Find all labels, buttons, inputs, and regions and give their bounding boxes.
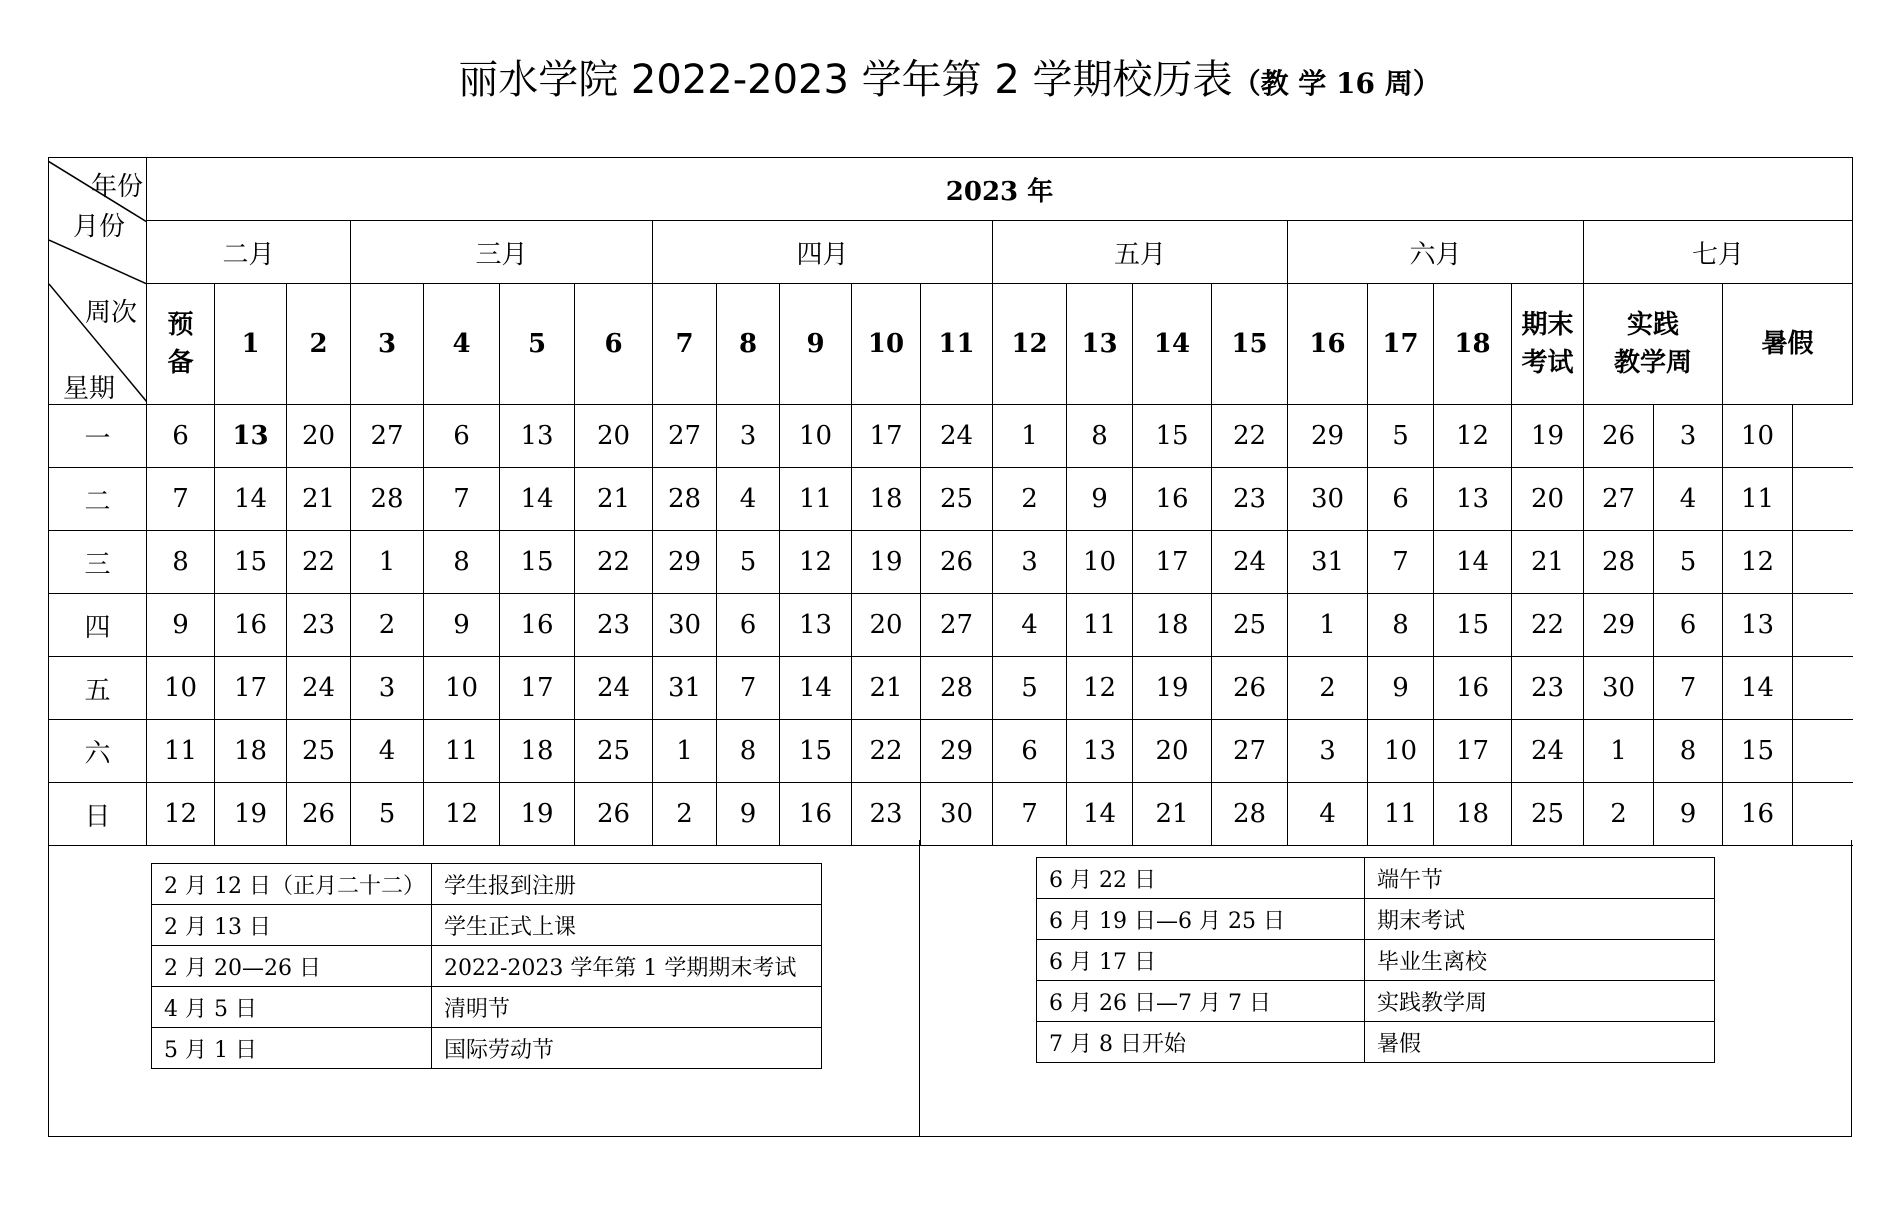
date-cell: 16 (1434, 657, 1512, 720)
week-header-13: 13 (1067, 284, 1133, 405)
event-row (152, 987, 822, 1028)
date-cell: 7 (993, 783, 1067, 846)
weekday-label: 二 (49, 468, 147, 531)
date-cell: 14 (1067, 783, 1133, 846)
date-cell: 13 (1723, 594, 1793, 657)
date-cell: 22 (852, 720, 921, 783)
event-date: 2 月 12 日（正月二十二） (152, 864, 432, 905)
date-cell: 10 (424, 657, 500, 720)
table-row (49, 405, 1853, 468)
year-header: 2023 年 (147, 158, 1853, 221)
date-cell: 24 (1212, 531, 1288, 594)
date-cell: 29 (653, 531, 717, 594)
date-cell: 18 (852, 468, 921, 531)
date-cell: 22 (1212, 405, 1288, 468)
date-cell: 17 (1434, 720, 1512, 783)
empty-cell (1793, 531, 1853, 594)
date-cell: 27 (1584, 468, 1654, 531)
prep-line-2: 备 (167, 348, 194, 378)
date-cell: 19 (215, 783, 287, 846)
date-cell: 28 (1584, 531, 1654, 594)
date-cell: 22 (575, 531, 653, 594)
empty-cell (1793, 657, 1853, 720)
month-header-apr: 四月 (653, 221, 993, 284)
date-cell: 31 (653, 657, 717, 720)
week-header-8: 8 (717, 284, 780, 405)
exam-line-2: 考试 (1521, 348, 1574, 378)
date-cell: 26 (921, 531, 993, 594)
date-cell: 30 (1584, 657, 1654, 720)
table-corner-header (49, 158, 147, 405)
date-cell: 21 (575, 468, 653, 531)
empty-cell (1793, 405, 1853, 468)
exam-line-1: 期末 (1521, 310, 1574, 340)
month-header-jul: 七月 (1584, 221, 1853, 284)
date-cell: 19 (500, 783, 575, 846)
date-cell: 4 (1288, 783, 1368, 846)
date-cell: 1 (993, 405, 1067, 468)
date-cell: 12 (780, 531, 852, 594)
date-cell: 10 (1368, 720, 1434, 783)
date-cell: 7 (1654, 657, 1723, 720)
week-header-vacation: 暑假 (1723, 284, 1853, 405)
date-cell: 30 (921, 783, 993, 846)
weekday-label: 五 (49, 657, 147, 720)
date-cell: 15 (1434, 594, 1512, 657)
date-cell: 13 (780, 594, 852, 657)
events-table-right (1036, 857, 1715, 1063)
date-cell: 13 (500, 405, 575, 468)
date-cell: 19 (1512, 405, 1584, 468)
week-header-prep (147, 284, 215, 405)
event-description: 国际劳动节 (432, 1028, 822, 1069)
date-cell: 23 (1212, 468, 1288, 531)
table-row (49, 468, 1853, 531)
date-cell: 23 (852, 783, 921, 846)
empty-cell (1793, 468, 1853, 531)
date-cell: 20 (1512, 468, 1584, 531)
page-title (0, 52, 1899, 112)
week-header-16: 16 (1288, 284, 1368, 405)
date-cell: 2 (1584, 783, 1654, 846)
date-cell: 4 (1654, 468, 1723, 531)
date-cell: 10 (1723, 405, 1793, 468)
empty-cell (1793, 594, 1853, 657)
date-cell: 21 (1133, 783, 1212, 846)
date-cell: 24 (921, 405, 993, 468)
event-date: 6 月 26 日—7 月 7 日 (1037, 981, 1365, 1022)
date-cell: 5 (351, 783, 424, 846)
date-cell: 11 (147, 720, 215, 783)
date-cell: 7 (424, 468, 500, 531)
week-header-18: 18 (1434, 284, 1512, 405)
event-description: 学生报到注册 (432, 864, 822, 905)
month-header-mar: 三月 (351, 221, 653, 284)
date-cell: 9 (424, 594, 500, 657)
week-header-6: 6 (575, 284, 653, 405)
date-cell: 26 (287, 783, 351, 846)
date-cell: 12 (147, 783, 215, 846)
date-cell: 20 (287, 405, 351, 468)
date-cell: 21 (287, 468, 351, 531)
events-table-left (151, 863, 822, 1069)
date-cell: 14 (1434, 531, 1512, 594)
date-cell: 28 (1212, 783, 1288, 846)
date-cell: 15 (500, 531, 575, 594)
date-cell: 24 (287, 657, 351, 720)
event-date: 7 月 8 日开始 (1037, 1022, 1365, 1063)
date-cell: 8 (1654, 720, 1723, 783)
date-cell: 14 (780, 657, 852, 720)
table-row (49, 720, 1853, 783)
date-cell: 8 (1067, 405, 1133, 468)
week-header-14: 14 (1133, 284, 1212, 405)
date-cell: 14 (1723, 657, 1793, 720)
date-cell: 20 (575, 405, 653, 468)
date-cell: 22 (1512, 594, 1584, 657)
date-cell: 13 (215, 405, 287, 468)
date-cell: 23 (575, 594, 653, 657)
date-cell: 22 (287, 531, 351, 594)
date-cell: 2 (351, 594, 424, 657)
date-cell: 16 (1723, 783, 1793, 846)
date-cell: 29 (1584, 594, 1654, 657)
corner-weekday-label: 星期 (63, 374, 116, 404)
date-cell: 25 (921, 468, 993, 531)
date-cell: 11 (1368, 783, 1434, 846)
date-cell: 8 (424, 531, 500, 594)
event-date: 6 月 22 日 (1037, 858, 1365, 899)
corner-month-label: 月份 (73, 212, 126, 242)
date-cell: 21 (852, 657, 921, 720)
date-cell: 30 (653, 594, 717, 657)
date-cell: 21 (1512, 531, 1584, 594)
date-cell: 6 (147, 405, 215, 468)
week-header-11: 11 (921, 284, 993, 405)
week-header-practice (1584, 284, 1723, 405)
date-cell: 6 (993, 720, 1067, 783)
corner-year-label: 年份 (91, 172, 144, 202)
date-cell: 12 (1723, 531, 1793, 594)
event-row (1037, 940, 1715, 981)
date-cell: 2 (1288, 657, 1368, 720)
date-cell: 18 (1434, 783, 1512, 846)
date-cell: 10 (780, 405, 852, 468)
date-cell: 17 (500, 657, 575, 720)
empty-cell (1793, 783, 1853, 846)
date-cell: 25 (1512, 783, 1584, 846)
date-cell: 6 (424, 405, 500, 468)
date-cell: 16 (500, 594, 575, 657)
event-row (152, 1028, 822, 1069)
practice-line-1: 实践 (1626, 310, 1679, 340)
event-description: 期末考试 (1365, 899, 1715, 940)
event-description: 实践教学周 (1365, 981, 1715, 1022)
date-cell: 15 (215, 531, 287, 594)
date-cell: 11 (780, 468, 852, 531)
event-description: 端午节 (1365, 858, 1715, 899)
date-cell: 10 (1067, 531, 1133, 594)
date-cell: 16 (780, 783, 852, 846)
date-cell: 25 (1212, 594, 1288, 657)
event-date: 5 月 1 日 (152, 1028, 432, 1069)
date-cell: 3 (717, 405, 780, 468)
date-cell: 15 (1723, 720, 1793, 783)
week-header-final-exam (1512, 284, 1584, 405)
prep-line-1: 预 (167, 310, 194, 340)
date-cell: 25 (575, 720, 653, 783)
weekday-label: 日 (49, 783, 147, 846)
date-cell: 13 (1067, 720, 1133, 783)
table-row (49, 657, 1853, 720)
event-description: 暑假 (1365, 1022, 1715, 1063)
date-cell: 26 (575, 783, 653, 846)
date-cell: 11 (424, 720, 500, 783)
month-header-feb: 二月 (147, 221, 351, 284)
event-description: 清明节 (432, 987, 822, 1028)
event-date: 2 月 20—26 日 (152, 946, 432, 987)
event-description: 毕业生离校 (1365, 940, 1715, 981)
date-cell: 7 (1368, 531, 1434, 594)
month-header-jun: 六月 (1288, 221, 1584, 284)
date-cell: 8 (717, 720, 780, 783)
date-cell: 4 (717, 468, 780, 531)
week-header-7: 7 (653, 284, 717, 405)
date-cell: 9 (1368, 657, 1434, 720)
date-cell: 3 (1654, 405, 1723, 468)
event-row (152, 864, 822, 905)
date-cell: 19 (1133, 657, 1212, 720)
date-cell: 17 (1133, 531, 1212, 594)
date-cell: 1 (1288, 594, 1368, 657)
event-description: 学生正式上课 (432, 905, 822, 946)
date-cell: 26 (1212, 657, 1288, 720)
date-cell: 15 (780, 720, 852, 783)
date-cell: 20 (1133, 720, 1212, 783)
date-cell: 18 (1133, 594, 1212, 657)
date-cell: 27 (351, 405, 424, 468)
event-row (152, 946, 822, 987)
date-cell: 6 (1654, 594, 1723, 657)
date-cell: 26 (1584, 405, 1654, 468)
date-cell: 10 (147, 657, 215, 720)
date-cell: 14 (500, 468, 575, 531)
date-cell: 16 (1133, 468, 1212, 531)
week-header-2: 2 (287, 284, 351, 405)
week-header-10: 10 (852, 284, 921, 405)
date-cell: 16 (215, 594, 287, 657)
date-cell: 13 (1434, 468, 1512, 531)
date-cell: 4 (351, 720, 424, 783)
date-cell: 24 (575, 657, 653, 720)
date-cell: 18 (215, 720, 287, 783)
date-cell: 12 (424, 783, 500, 846)
date-cell: 5 (1654, 531, 1723, 594)
date-cell: 5 (993, 657, 1067, 720)
date-cell: 8 (147, 531, 215, 594)
date-cell: 4 (993, 594, 1067, 657)
week-header-15: 15 (1212, 284, 1288, 405)
week-header-12: 12 (993, 284, 1067, 405)
date-cell: 2 (653, 783, 717, 846)
date-cell: 12 (1434, 405, 1512, 468)
date-cell: 29 (921, 720, 993, 783)
date-cell: 5 (1368, 405, 1434, 468)
date-cell: 27 (653, 405, 717, 468)
date-cell: 28 (921, 657, 993, 720)
event-row (1037, 1022, 1715, 1063)
notes-section (48, 840, 1852, 1137)
date-cell: 17 (852, 405, 921, 468)
date-cell: 1 (1584, 720, 1654, 783)
title-subtitle: （教 学 16 周） (1232, 67, 1441, 100)
month-header-may: 五月 (993, 221, 1288, 284)
date-cell: 3 (351, 657, 424, 720)
week-header-9: 9 (780, 284, 852, 405)
date-cell: 24 (1512, 720, 1584, 783)
title-main: 丽水学院 2022-2023 学年第 2 学期校历表 (458, 57, 1233, 103)
date-cell: 15 (1133, 405, 1212, 468)
event-date: 4 月 5 日 (152, 987, 432, 1028)
event-row (1037, 981, 1715, 1022)
date-cell: 3 (1288, 720, 1368, 783)
date-cell: 9 (1067, 468, 1133, 531)
date-cell: 14 (215, 468, 287, 531)
date-cell: 20 (852, 594, 921, 657)
week-header-4: 4 (424, 284, 500, 405)
notes-divider (919, 840, 920, 1137)
weekday-label: 六 (49, 720, 147, 783)
calendar-table (48, 157, 1853, 846)
date-cell: 12 (1067, 657, 1133, 720)
event-description: 2022-2023 学年第 1 学期期末考试 (432, 946, 822, 987)
date-cell: 19 (852, 531, 921, 594)
date-cell: 1 (653, 720, 717, 783)
event-date: 2 月 13 日 (152, 905, 432, 946)
date-cell: 7 (147, 468, 215, 531)
date-cell: 1 (351, 531, 424, 594)
date-cell: 28 (653, 468, 717, 531)
practice-line-2: 教学周 (1613, 348, 1692, 378)
date-cell: 29 (1288, 405, 1368, 468)
date-cell: 7 (717, 657, 780, 720)
week-header-17: 17 (1368, 284, 1434, 405)
weekday-label: 三 (49, 531, 147, 594)
date-cell: 27 (1212, 720, 1288, 783)
date-cell: 28 (351, 468, 424, 531)
event-row (1037, 899, 1715, 940)
date-cell: 6 (1368, 468, 1434, 531)
date-cell: 31 (1288, 531, 1368, 594)
date-cell: 17 (215, 657, 287, 720)
date-cell: 11 (1067, 594, 1133, 657)
date-cell: 9 (717, 783, 780, 846)
event-row (1037, 858, 1715, 899)
date-cell: 25 (287, 720, 351, 783)
event-date: 6 月 19 日—6 月 25 日 (1037, 899, 1365, 940)
date-cell: 6 (717, 594, 780, 657)
date-cell: 23 (1512, 657, 1584, 720)
empty-cell (1793, 720, 1853, 783)
table-row (49, 531, 1853, 594)
date-cell: 9 (147, 594, 215, 657)
week-header-3: 3 (351, 284, 424, 405)
date-cell: 3 (993, 531, 1067, 594)
weekday-label: 四 (49, 594, 147, 657)
date-cell: 8 (1368, 594, 1434, 657)
event-date: 6 月 17 日 (1037, 940, 1365, 981)
table-row (49, 783, 1853, 846)
week-header-1: 1 (215, 284, 287, 405)
date-cell: 23 (287, 594, 351, 657)
date-cell: 27 (921, 594, 993, 657)
date-cell: 11 (1723, 468, 1793, 531)
week-header-5: 5 (500, 284, 575, 405)
event-row (152, 905, 822, 946)
date-cell: 5 (717, 531, 780, 594)
weekday-label: 一 (49, 405, 147, 468)
date-cell: 9 (1654, 783, 1723, 846)
date-cell: 30 (1288, 468, 1368, 531)
corner-week-label: 周次 (85, 298, 138, 328)
table-row (49, 594, 1853, 657)
date-cell: 18 (500, 720, 575, 783)
date-cell: 2 (993, 468, 1067, 531)
